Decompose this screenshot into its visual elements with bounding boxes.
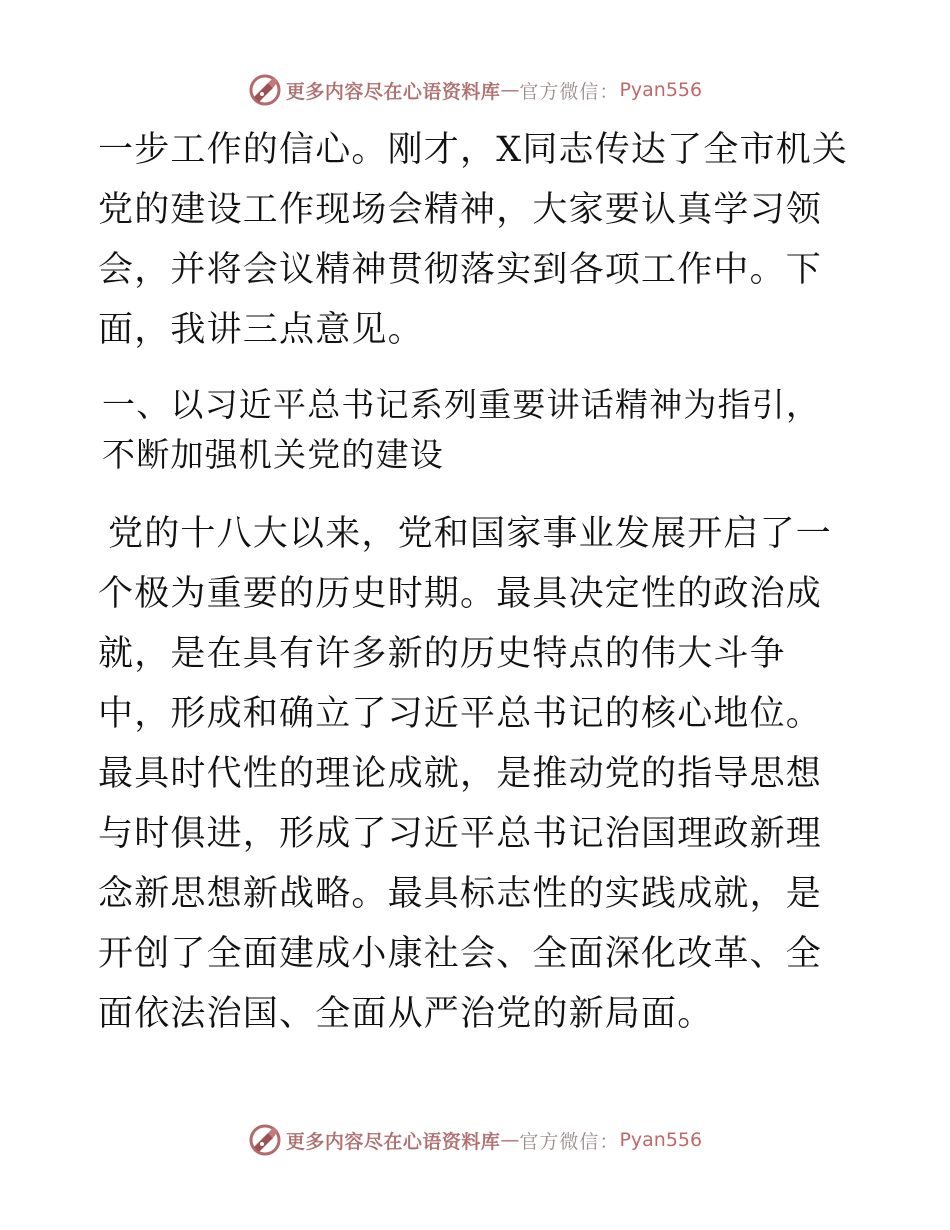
watermark-wechat-label: 官方微信： xyxy=(519,80,620,103)
watermark-wechat-id: Pyan556 xyxy=(619,79,703,101)
header-watermark xyxy=(0,70,950,110)
paragraph: 一步工作的信心。刚才，X同志传达了全市机关党的建设工作现场会精神，大家要认真学习领会，并将会议精神贯彻落实到各项工作中。下面，我讲三点意见。 xyxy=(98,130,849,350)
watermark-dash: — xyxy=(500,1129,520,1151)
paragraph: 党的十八大以来，党和国家事业发展开启了一个极为重要的历史时期。最具决定性的政治成就，是在具有许多新的历史特点的伟大斗争中，形成和确立了习近平总书记的核心地位。最具时代性的理论成就，是推动党的指导思想与时俱进，形成了习近平总书记治国理政新理念新思想新战略。最具标志性的实践成就，是开创了全面建成小康社会、全面深化改革、全面依法治国、全面从严治党的新局面。 xyxy=(98,514,833,1034)
watermark-wechat-label: 官方微信： xyxy=(519,1130,620,1153)
pen-nib-logo-icon xyxy=(248,73,282,107)
watermark-text: 更多内容尽在心语资料库 xyxy=(285,80,501,103)
pen-nib-logo-icon xyxy=(248,1123,282,1157)
section-heading-line: 不断加强机关党的建设 xyxy=(102,435,444,474)
document-body xyxy=(98,120,853,1044)
watermark-text: 更多内容尽在心语资料库 xyxy=(285,1130,501,1153)
footer-watermark xyxy=(0,1120,950,1160)
section-heading-line: 一、以习近平总书记系列重要讲话精神为指引， xyxy=(102,385,821,424)
watermark-dash: — xyxy=(500,79,520,101)
section-heading xyxy=(98,380,853,480)
watermark-wechat-id: Pyan556 xyxy=(619,1129,703,1151)
